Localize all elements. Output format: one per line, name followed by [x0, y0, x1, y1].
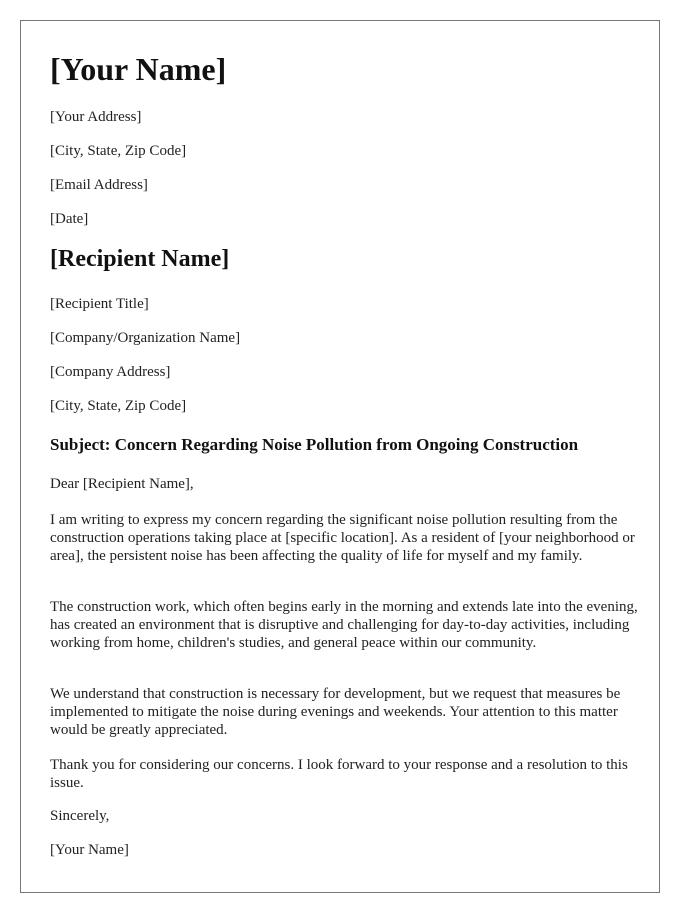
recipient-address: [Company Address]: [50, 364, 171, 380]
closing: Sincerely,: [50, 808, 110, 824]
letter-subject: Subject: Concern Regarding Noise Pollution from Ongoing Construction: [50, 435, 579, 454]
body-paragraph: The construction work, which often begins early in the morning and extends late into the evening, has created an environment that is disruptive and challenging for day-to-day activities, including working from home, children's studies, and general peace within our community.: [50, 599, 638, 651]
sender-address: [Your Address]: [50, 109, 142, 125]
sender-name: [Your Name]: [50, 51, 227, 87]
body-paragraph: Thank you for considering our concerns. I look forward to your response and a resolution to this issue.: [50, 757, 628, 791]
recipient-organization: [Company/Organization Name]: [50, 330, 241, 346]
sender-email: [Email Address]: [50, 177, 148, 193]
letter-date: [Date]: [50, 211, 89, 227]
letter-page: [20, 20, 660, 893]
recipient-title: [Recipient Title]: [50, 296, 149, 312]
signature: [Your Name]: [50, 842, 129, 858]
recipient-name: [Recipient Name]: [50, 246, 230, 272]
salutation: Dear [Recipient Name],: [50, 476, 194, 492]
body-paragraph: We understand that construction is necessary for development, but we request that measures be implemented to mitigate the noise during evenings and weekends. Your attention to this matter would be greatly appreciated.: [50, 686, 621, 738]
sender-city-state-zip: [City, State, Zip Code]: [50, 143, 187, 159]
recipient-city-state-zip: [City, State, Zip Code]: [50, 398, 187, 414]
body-paragraph: I am writing to express my concern regarding the significant noise pollution resulting from the construction operations taking place at [specific location]. As a resident of [your neighborhood or area], the persistent noise has been affecting the quality of life for myself and my family.: [50, 512, 635, 564]
